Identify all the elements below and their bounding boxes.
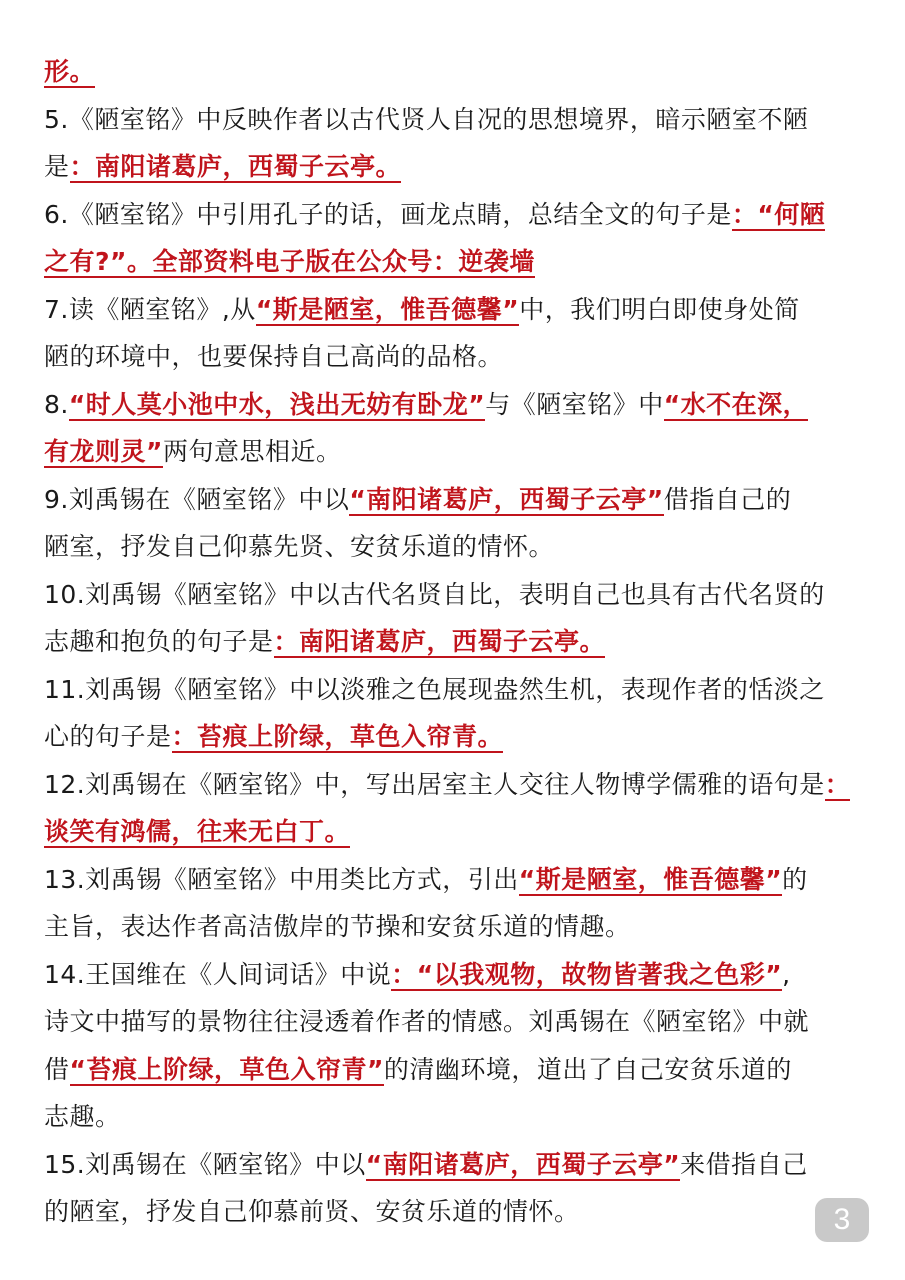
question-text: 陋室，抒发自己仰慕先贤、安贫乐道的情怀。 (44, 532, 555, 561)
question-text: 志趣和抱负的句子是 (44, 627, 274, 656)
text-line (44, 666, 866, 714)
answer-text: ：南阳诸葛庐，西蜀子云亭。 (273, 627, 606, 656)
text-line (44, 1188, 866, 1236)
answer-text: “斯是陋室，惟吾德馨” (518, 864, 783, 894)
question-number: 5. (44, 104, 69, 134)
question-number: 15. (44, 1149, 86, 1179)
question-text: 读《陋室铭》,从 (68, 294, 256, 324)
question-number: 7. (44, 294, 69, 324)
text-line (44, 808, 866, 856)
question-text: 主旨，表达作者高洁傲岸的节操和安贫乐道的情趣。 (44, 912, 631, 941)
text-line (44, 713, 866, 761)
question-text: 来借指自己 (680, 1149, 808, 1179)
text-line (44, 286, 866, 334)
question-text: 与《陋室铭》中 (485, 389, 664, 419)
question-text: 刘禹锡在《陋室铭》中以 (85, 1149, 366, 1179)
question-text: 《陋室铭》中反映作者以古代贤人自况的思想境界，暗示陋室不陋 (68, 104, 809, 134)
question-number: 13. (44, 864, 86, 894)
text-line (44, 761, 866, 809)
text-line (44, 571, 866, 619)
page-number-badge: 3 (815, 1198, 869, 1242)
question-number: 14. (44, 959, 86, 989)
answer-text: ：“以我观物，故物皆著我之色彩” (391, 959, 783, 989)
question-text: 的 (782, 864, 808, 894)
question-text: 陋的环境中，也要保持自己高尚的品格。 (44, 342, 504, 371)
answer-text: ：苔痕上阶绿，草色入帘青。 (171, 722, 504, 751)
text-line (44, 143, 866, 191)
question-number: 11. (44, 674, 86, 704)
question-text: 是 (44, 152, 70, 181)
answer-text: “南阳诸葛庐，西蜀子云亭” (365, 1149, 681, 1179)
question-text: 两句意思相近。 (162, 437, 342, 466)
question-text: 诗文中描写的景物往往浸透着作者的情感。刘禹锡在《陋室铭》中就 (44, 1007, 810, 1036)
text-line (44, 618, 866, 666)
text-line (44, 476, 866, 524)
question-number: 10. (44, 579, 86, 609)
text-line (44, 1046, 866, 1094)
question-number: 9. (44, 484, 69, 514)
question-text: 刘禹锡在《陋室铭》中，写出居室主人交往人物博学儒雅的语句是 (85, 769, 825, 799)
question-text: 的陋室，抒发自己仰慕前贤、安贫乐道的情怀。 (44, 1197, 580, 1226)
question-text: 《陋室铭》中引用孔子的话，画龙点睛，总结全文的句子是 (68, 199, 732, 229)
text-line (44, 96, 866, 144)
question-text: 心的句子是 (44, 722, 172, 751)
text-line (44, 951, 866, 999)
text-line (44, 1141, 866, 1189)
question-number: 8. (44, 389, 69, 419)
answer-text: ： (824, 769, 851, 799)
text-line (44, 48, 866, 96)
question-text: 刘禹锡《陋室铭》中用类比方式，引出 (85, 864, 519, 894)
text-line (44, 998, 866, 1046)
question-text: 志趣。 (44, 1102, 121, 1131)
answer-text: 有龙则灵” (44, 437, 163, 466)
text-line (44, 333, 866, 381)
answer-text: 谈笑有鸿儒，往来无白丁。 (44, 817, 351, 846)
question-text: 刘禹锡《陋室铭》中以淡雅之色展现盎然生机，表现作者的恬淡之 (85, 674, 825, 704)
question-text: 借指自己的 (663, 484, 792, 514)
question-number: 6. (44, 199, 69, 229)
answer-text: “苔痕上阶绿，草色入帘青” (69, 1054, 384, 1084)
question-number: 12. (44, 769, 86, 799)
answer-text: 之有?”。全部资料电子版在公众号：逆袭墙 (44, 247, 535, 276)
question-text: 借 (44, 1054, 70, 1084)
answer-text: “水不在深， (663, 389, 809, 419)
answer-text: “时人莫小池中水，浅出无妨有卧龙” (68, 389, 486, 419)
text-line (44, 381, 866, 429)
answer-text: 形。 (44, 57, 96, 86)
text-line (44, 523, 866, 571)
answer-text: “南阳诸葛庐，西蜀子云亭” (349, 484, 664, 514)
question-text: , (782, 959, 791, 989)
text-line (44, 191, 866, 239)
question-text: 中，我们明白即使身处简 (519, 294, 800, 324)
document-body (44, 48, 866, 1236)
question-text: 的清幽环境，道出了自己安贫乐道的 (383, 1054, 792, 1084)
answer-text: “斯是陋室，惟吾德馨” (255, 294, 520, 324)
text-line (44, 1093, 866, 1141)
question-text: 刘禹锡《陋室铭》中以古代名贤自比，表明自己也具有古代名贤的 (85, 579, 825, 609)
answer-text: ：“何陋 (731, 199, 826, 229)
question-text: 王国维在《人间词话》中说 (85, 959, 392, 989)
text-line (44, 856, 866, 904)
text-line (44, 428, 866, 476)
question-text: 刘禹锡在《陋室铭》中以 (68, 484, 350, 514)
answer-text: ：南阳诸葛庐，西蜀子云亭。 (69, 152, 402, 181)
text-line (44, 903, 866, 951)
text-line (44, 238, 866, 286)
